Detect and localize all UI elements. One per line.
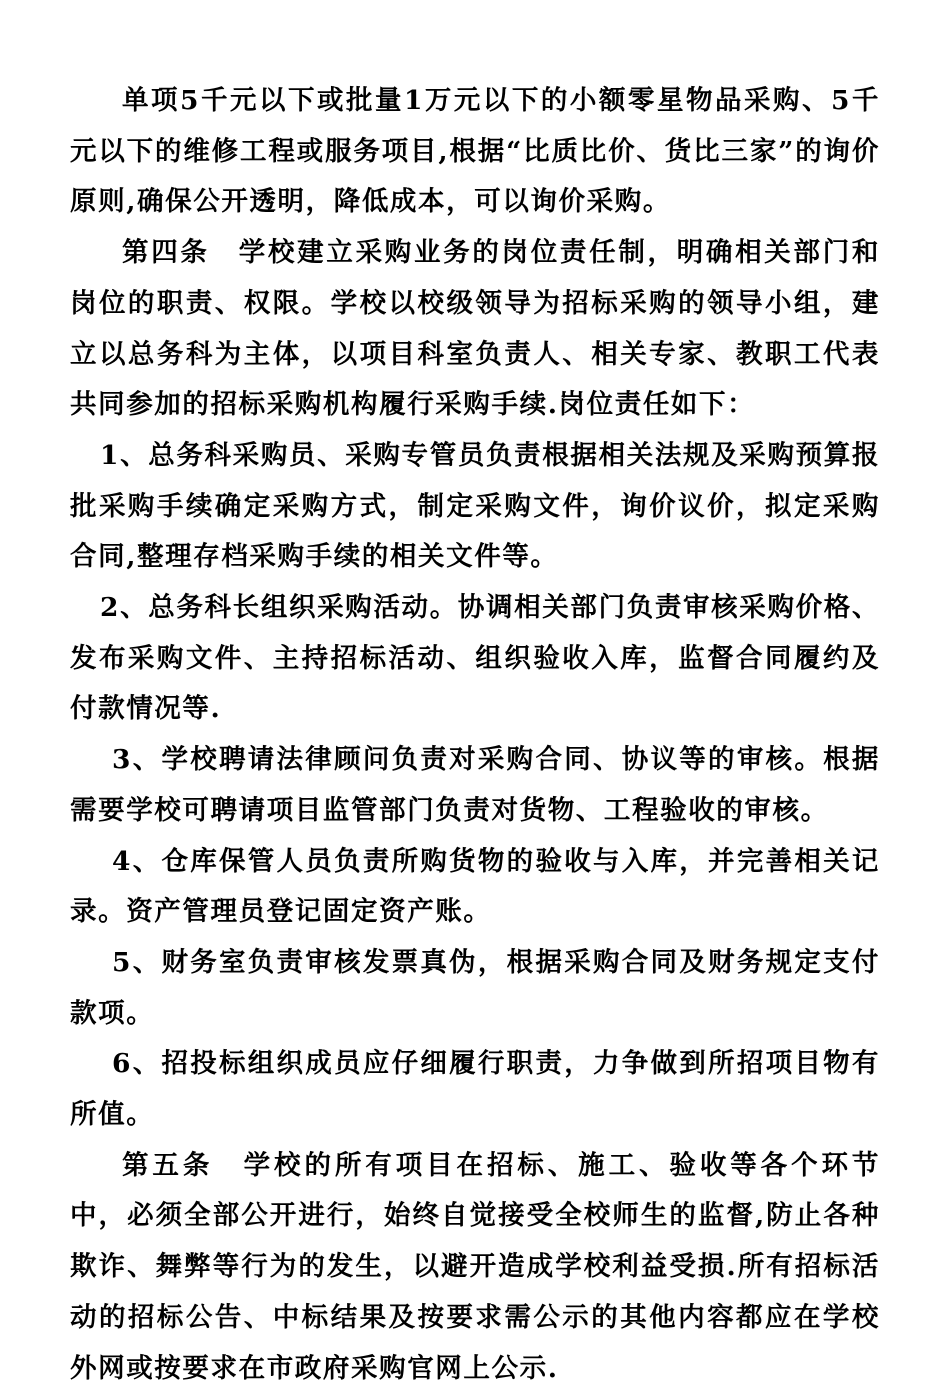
paragraph-duty-3: 3、学校聘请法律顾问负责对采购合同、协议等的审核。根据需要学校可聘请项目监管部门负责对货物、工程验收的审核。	[70, 744, 880, 826]
paragraph-duty-2: 2、总务科长组织采购活动。协调相关部门负责审核采购价格、发布采购文件、主持招标活动、组织验收入库，监督合同履约及付款情况等.	[70, 592, 880, 725]
paragraph-article-4: 第四条 学校建立采购业务的岗位责任制，明确相关部门和岗位的职责、权限。学校以校级领导为招标采购的领导小组，建立以总务科为主体，以项目科室负责人、相关专家、教职工代表共同参加的招标采购机构履行采购手续.岗位责任如下：	[70, 237, 880, 421]
paragraph-duty-5: 5、财务室负责审核发票真伪，根据采购合同及财务规定支付款项。	[70, 946, 880, 1029]
paragraph-duty-1: 1、总务科采购员、采购专管员负责根据相关法规及采购预算报批采购手续确定采购方式，制定采购文件，询价议价，拟定采购合同,整理存档采购手续的相关文件等。	[70, 439, 880, 573]
document-body	[70, 76, 880, 1394]
paragraph-duty-6: 6、招投标组织成员应仔细履行职责，力争做到所招项目物有所值。	[70, 1048, 880, 1131]
paragraph-duty-4: 4、仓库保管人员负责所购货物的验收与入库，并完善相关记录。资产管理员登记固定资产账。	[70, 845, 880, 928]
paragraph-small-purchase: 单项5千元以下或批量1万元以下的小额零星物品采购、5千元以下的维修工程或服务项目,根据“比质比价、货比三家”的询价原则,确保公开透明，降低成本，可以询价采购。	[70, 85, 880, 218]
paragraph-article-5: 第五条 学校的所有项目在招标、施工、验收等各个环节中，必须全部公开进行，始终自觉接受全校师生的监督,防止各种欺诈、舞弊等行为的发生，以避开造成学校利益受损.所有招标活动的招标公告、中标结果及按要求需公示的其他内容都应在学校外网或按要求在市政府采购官网上公示.	[70, 1149, 880, 1384]
